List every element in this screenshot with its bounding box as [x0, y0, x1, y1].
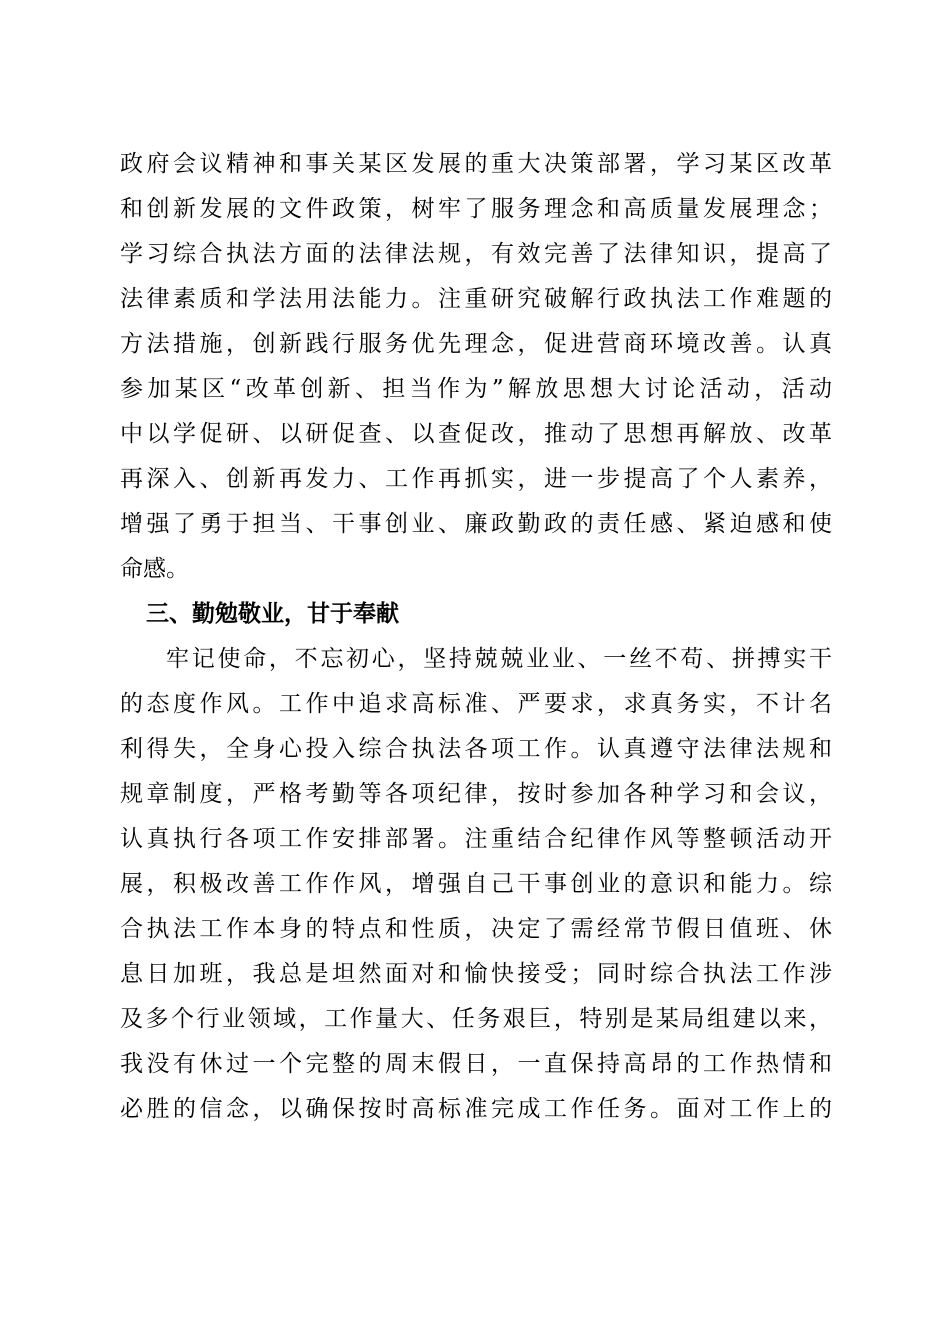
text-line: 参加某区“改革创新、担当作为”解放思想大讨论活动，活动 — [120, 376, 832, 402]
text-line: 中以学促研、以研促查、以查促改，推动了思想再解放、改革 — [120, 421, 832, 447]
text-line: 我没有休过一个完整的周末假日，一直保持高昂的工作热情和 — [120, 1051, 832, 1077]
text-line: 方法措施，创新践行服务优先理念，促进营商环境改善。认真 — [120, 331, 832, 357]
text-line: 和创新发展的文件政策，树牢了服务理念和高质量发展理念； — [120, 196, 832, 222]
paragraph-2 — [120, 637, 832, 1132]
text-line: 再深入、创新再发力、工作再抓实，进一步提高了个人素养， — [120, 466, 832, 492]
text-line: 的态度作风。工作中追求高标准、严要求，求真务实，不计名 — [120, 691, 832, 717]
text-line: 必胜的信念，以确保按时高标准完成工作任务。面对工作上的 — [120, 1096, 832, 1122]
text-line: 展，积极改善工作作风，增强自己干事创业的意识和能力。综 — [120, 871, 832, 897]
paragraph-1 — [120, 142, 832, 592]
text-line: 规章制度，严格考勤等各项纪律，按时参加各种学习和会议， — [120, 781, 832, 807]
text-line: 及多个行业领域，工作量大、任务艰巨，特别是某局组建以来， — [120, 1006, 832, 1032]
text-line: 牢记使命，不忘初心，坚持兢兢业业、一丝不苟、拼搏实干 — [166, 646, 832, 672]
document-body — [120, 142, 832, 1132]
text-line: 学习综合执法方面的法律法规，有效完善了法律知识，提高了 — [120, 241, 832, 267]
text-line: 政府会议精神和事关某区发展的重大决策部署，学习某区改革 — [120, 151, 832, 177]
section-heading: 三、勤勉敬业，甘于奉献 — [146, 601, 399, 627]
text-line: 增强了勇于担当、干事创业、廉政勤政的责任感、紧迫感和使 — [120, 511, 832, 537]
text-line: 法律素质和学法用法能力。注重研究破解行政执法工作难题的 — [120, 286, 832, 312]
text-line: 利得失，全身心投入综合执法各项工作。认真遵守法律法规和 — [120, 736, 832, 762]
text-line: 合执法工作本身的特点和性质，决定了需经常节假日值班、休 — [120, 916, 832, 942]
text-line: 认真执行各项工作安排部署。注重结合纪律作风等整顿活动开 — [120, 826, 832, 852]
text-line: 息日加班，我总是坦然面对和愉快接受；同时综合执法工作涉 — [120, 961, 832, 987]
text-line: 命感。 — [120, 556, 189, 582]
